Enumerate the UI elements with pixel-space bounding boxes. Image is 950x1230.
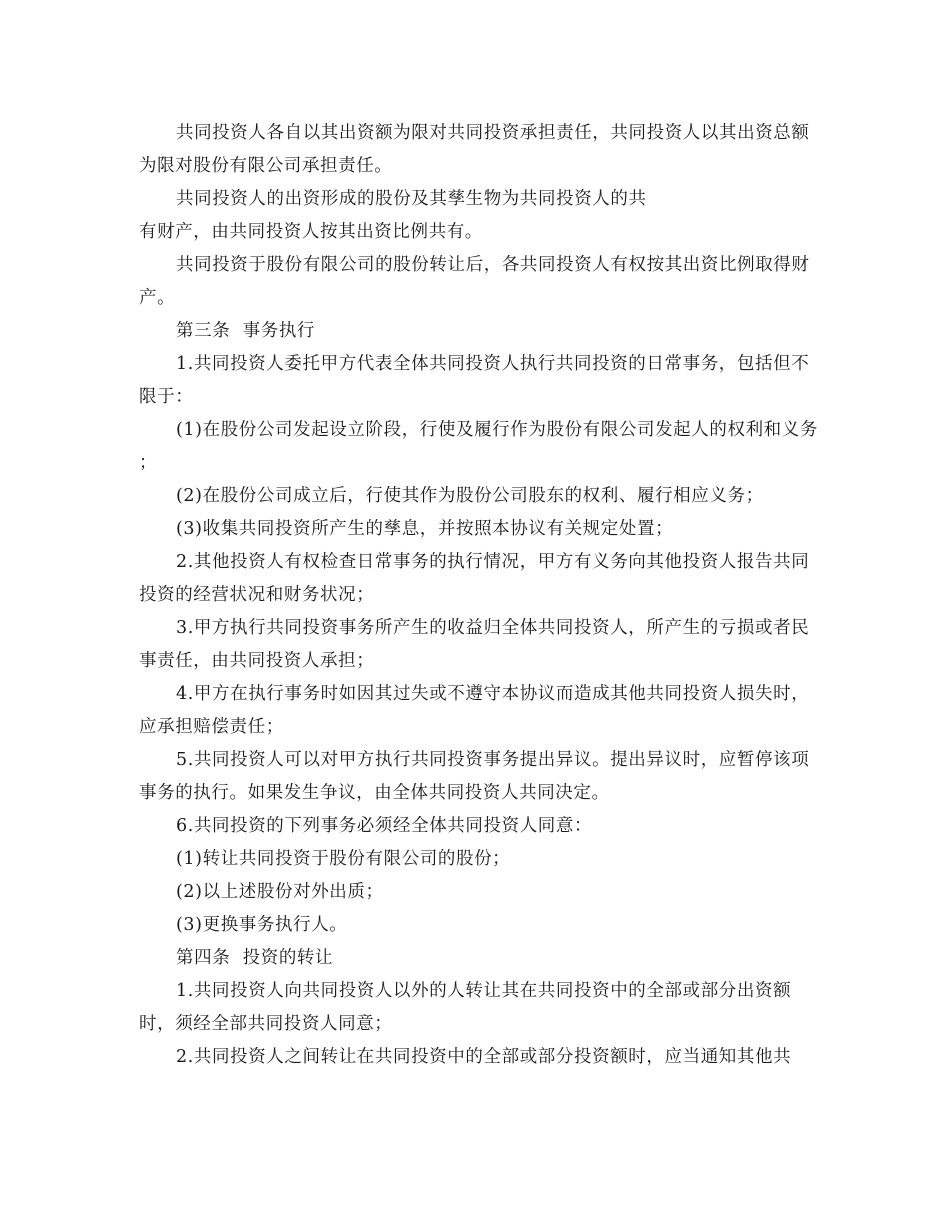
article-3-item-4: 4.甲方在执行事务时如因其过失或不遵守本协议而造成其他共同投资人损失时，应承担赔偿责任； <box>139 684 810 737</box>
article-3-item-6-sub-1: (1)转让共同投资于股份有限公司的股份； <box>176 849 511 869</box>
article-3-item-1-sub-1: (1)在股份公司发起设立阶段，行使及履行作为股份有限公司发起人的权利和义务 ； <box>139 420 825 473</box>
article-3-item-1-sub-3: (3)收集共同投资所产生的孳息，并按照本协议有关规定处置； <box>176 519 674 539</box>
article-3-item-6-sub-3: (3)更换事务执行人。 <box>176 915 348 935</box>
article-3-item-1: 1.共同投资人委托甲方代表全体共同投资人执行共同投资的日常事务，包括但不限于： <box>139 354 810 407</box>
article-3-item-1-sub-2: (2)在股份公司成立后，行使其作为股份公司股东的权利、履行相应义务； <box>176 486 764 506</box>
article-3-heading: 第三条 事务执行 <box>176 321 316 341</box>
article-3-item-6: 6.共同投资的下列事务必须经全体共同投资人同意： <box>176 816 593 836</box>
paragraph-transfer-proceeds: 共同投资于股份有限公司的股份转让后，各共同投资人有权按其出资比例取得财产。 <box>139 255 810 308</box>
paragraph-shares-common-property: 共同投资人的出资形成的股份及其孳生物为共同投资人的共 <box>176 189 647 209</box>
article-3-item-6-sub-2: (2)以上述股份对外出质； <box>176 882 384 902</box>
article-4-heading: 第四条 投资的转让 <box>176 948 334 968</box>
article-3-item-5: 5.共同投资人可以对甲方执行共同投资事务提出异议。提出异议时，应暂停该项事务的执行。如果发生争议，由全体共同投资人共同决定。 <box>139 750 810 803</box>
article-3-item-3: 3.甲方执行共同投资事务所产生的收益归全体共同投资人，所产生的亏损或者民事责任，由共同投资人承担； <box>139 618 810 671</box>
paragraph-liability: 共同投资人各自以其出资额为限对共同投资承担责任，共同投资人以其出资总额为限对股份有限公司承担责任。 <box>139 123 810 176</box>
document-body <box>139 117 825 1074</box>
article-4-item-1: 1.共同投资人向共同投资人以外的人转让其在共同投资中的全部或部分出资额时，须经全部共同投资人同意； <box>139 981 792 1034</box>
article-4-item-2: 2.共同投资人之间转让在共同投资中的全部或部分投资额时，应当通知其他共 <box>176 1047 792 1067</box>
paragraph-shares-common-property-cont: 有财产，由共同投资人按其出资比例共有。 <box>139 222 483 242</box>
article-3-item-2: 2.其他投资人有权检查日常事务的执行情况，甲方有义务向其他投资人报告共同投资的经营状况和财务状况； <box>139 552 810 605</box>
